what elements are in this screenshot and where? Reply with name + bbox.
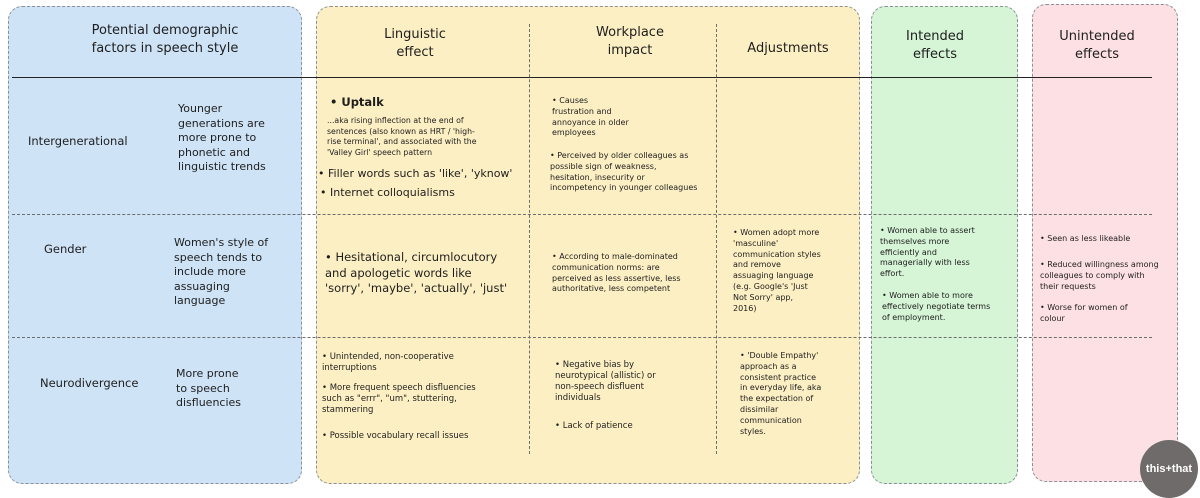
workplace-perceived-weakness: • Perceived by older colleagues as possible sign of weakness, hesitation, insecurity or incompetency in younger colleagues [550,151,698,193]
intended-negotiate-terms: • Women able to more effectively negotiate terms of employment. [882,291,991,322]
header-demographic-factors: Potential demographic factors in speech style [91,23,239,56]
header-unintended-effects: Unintended effects [1059,29,1135,62]
linguistic-uptalk-note: ...aka rising inflection at the end of sentences (also known as HRT / 'high- rise terminal', and associated with the 'Valley Girl' speech pattern [327,116,477,157]
workplace-frustration: • Causes frustration and annoyance in older employees [552,96,629,138]
category-neurodivergence: Neurodivergence [40,376,139,390]
linguistic-uptalk: • Uptalk [330,95,384,109]
category-intergenerational: Intergenerational [28,134,128,148]
workplace-less-assertive: • According to male-dominated communication norms: are perceived as less assertive, less authoritative, less competent [552,252,681,294]
workplace-negative-bias: • Negative bias by neurotypical (allistic) or non-speech disfluent individuals [555,360,656,403]
unintended-less-likeable: • Seen as less likeable [1040,234,1131,243]
linguistic-vocabulary-recall: • Possible vocabulary recall issues [322,431,469,441]
row-divider-1 [12,214,1152,215]
header-divider [12,77,1152,78]
adjustments-masculine-styles: • Women adopt more 'masculine' communication styles and remove assuaging language (e.g. Google's 'Just Not Sorry' app, 2016) [733,228,821,313]
description-neurodivergence: More prone to speech disfluencies [176,367,242,409]
adjustments-double-empathy: • 'Double Empathy' approach as a consistent practice in everyday life, aka the expectation of dissimilar communication styles. [740,351,822,436]
column-divider-1 [529,24,530,454]
unintended-reduced-compliance: • Reduced willingness among colleagues to comply with their requests [1040,260,1159,291]
workplace-lack-of-patience: • Lack of patience [555,421,633,431]
header-intended-effects: Intended effects [906,29,964,62]
linguistic-hesitational-words: • Hesitational, circumlocutory and apologetic words like 'sorry', 'maybe', 'actually', 'just' [325,250,508,295]
header-adjustments: Adjustments [747,41,829,56]
unintended-women-of-colour: • Worse for women of colour [1040,303,1128,323]
linguistic-disfluencies: • More frequent speech disfluencies such as "errr", "um", stuttering, stammering [322,383,476,415]
row-divider-2 [12,337,1152,338]
linguistic-internet-colloquialisms: • Internet colloquialisms [320,186,455,199]
category-gender: Gender [44,242,87,256]
linguistic-interruptions: • Unintended, non-cooperative interruptions [322,352,454,373]
description-intergenerational: Younger generations are more prone to phonetic and linguistic trends [178,102,266,173]
this-that-logo: this+that [1140,440,1198,498]
intended-assert-themselves: • Women able to assert themselves more efficiently and managerially with less effort. [880,226,975,279]
linguistic-filler-words: • Filler words such as 'like', 'yknow' [318,167,513,180]
description-gender: Women's style of speech tends to include more assuaging language [174,236,269,307]
header-linguistic-effect: Linguistic effect [384,27,446,60]
column-divider-2 [716,24,717,454]
header-workplace-impact: Workplace impact [596,25,664,58]
